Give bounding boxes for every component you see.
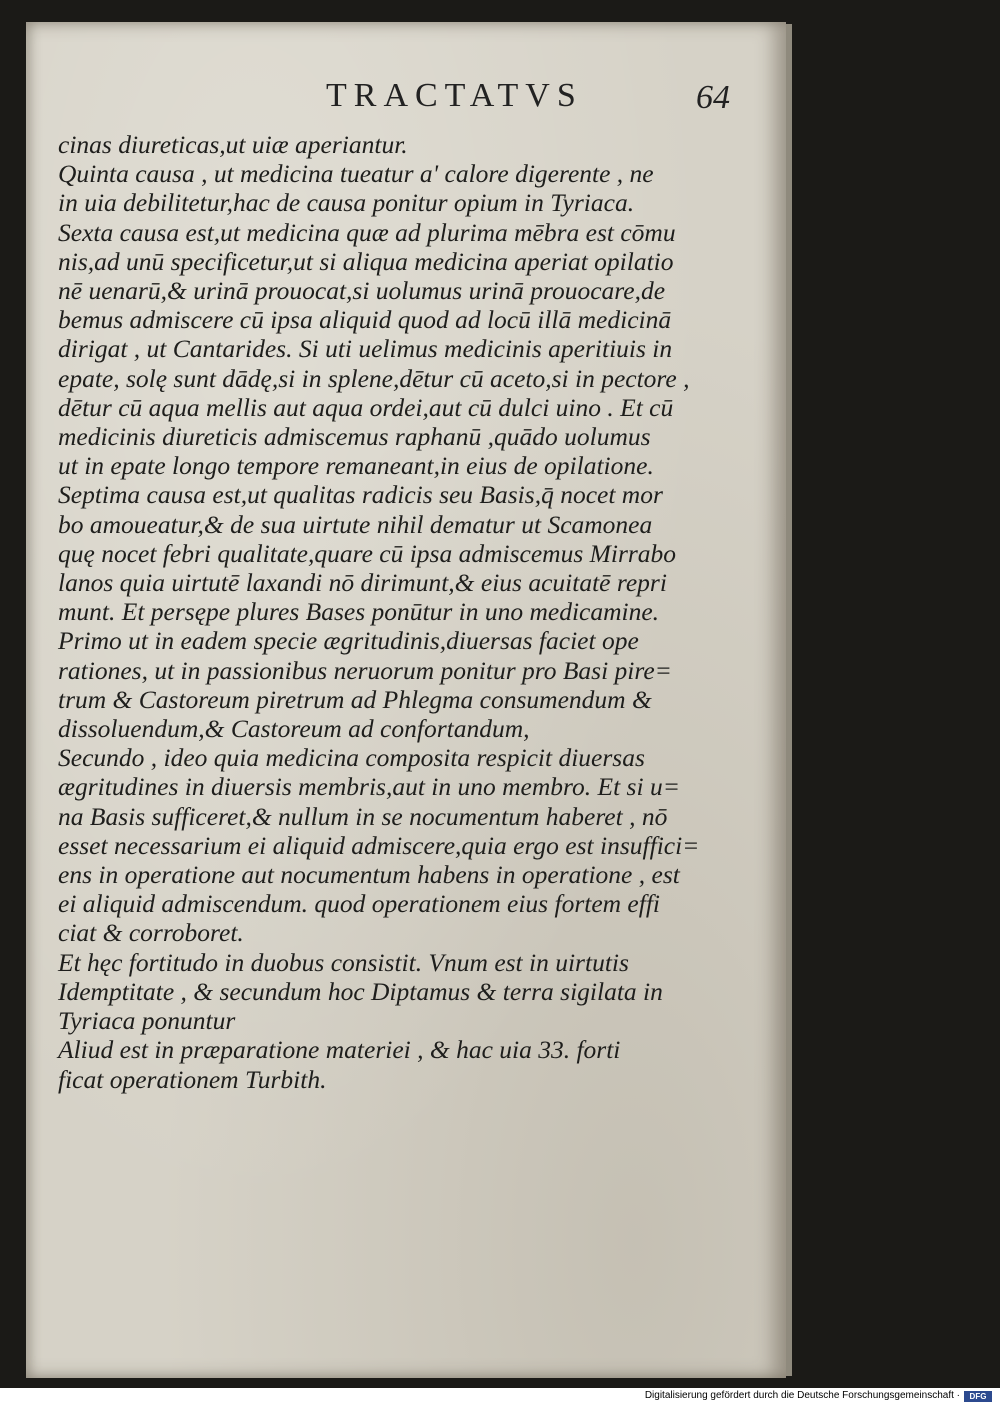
text-line: Secundo , ideo quia medicina composita respicit diuersas	[58, 743, 645, 773]
text-line: ut in epate longo tempore remaneant,in eius de opilatione.	[58, 451, 654, 481]
dfg-logo: DFG	[964, 1391, 992, 1402]
running-title: TRACTATVS	[326, 77, 583, 114]
page-edge	[786, 24, 792, 1376]
footer-bar	[0, 1389, 1000, 1405]
text-line: medicinis diureticis admiscemus raphanū ,quādo uolumus	[58, 422, 651, 452]
text-line: Primo ut in eadem specie ægritudinis,diuersas faciet ope	[58, 626, 639, 656]
page-header	[26, 77, 786, 127]
page-number: 64	[696, 79, 730, 116]
text-line: ens in operatione aut nocumentum habens in operatione , est	[58, 860, 680, 890]
text-line: ficat operationem Turbith.	[58, 1064, 327, 1094]
text-line: Quinta causa , ut medicina tueatur a' calore digerente , ne	[58, 159, 654, 189]
text-line: quę nocet febri qualitate,quare cū ipsa admiscemus Mirrabo	[58, 538, 677, 568]
text-line: Septima causa est,ut qualitas radicis seu Basis,q̄ nocet mor	[58, 480, 663, 510]
text-line: nē uenarū,& urinā prouocat,si uolumus urinā prouocare,de	[58, 276, 666, 306]
text-line: dissoluendum,& Castoreum ad confortandum,	[58, 714, 530, 744]
text-line: nis,ad unū specificetur,ut si aliqua medicina aperiat opilatio	[58, 246, 674, 276]
text-line: Sexta causa est,ut medicina quæ ad plurima mēbra est cōmu	[58, 217, 676, 247]
text-line: dirigat , ut Cantarides. Si uti uelimus medicinis aperitiuis in	[58, 334, 673, 364]
text-line: na Basis sufficeret,& nullum in se nocumentum haberet , nō	[58, 801, 668, 831]
text-line: rationes, ut in passionibus neruorum ponitur pro Basi pire=	[58, 655, 672, 685]
funding-credit: Digitalisierung gefördert durch die Deutsche Forschungsgemeinschaft ·	[644, 1390, 960, 1401]
text-line: Et hęc fortitudo in duobus consistit. Vnum est in uirtutis	[58, 947, 629, 977]
text-line: trum & Castoreum piretrum ad Phlegma consumendum &	[58, 684, 652, 714]
text-line: dētur cū aqua mellis aut aqua ordei,aut cū dulci uino . Et cū	[58, 392, 674, 422]
text-line: ciat & corroboret.	[58, 918, 244, 948]
book-page	[26, 22, 786, 1378]
text-line: in uia debilitetur,hac de causa ponitur opium in Tyriaca.	[58, 188, 635, 218]
text-line: bo amoueatur,& de sua uirtute nihil dematur ut Scamonea	[58, 509, 653, 539]
text-line: lanos quia uirtutē laxandi nō dirimunt,& eius acuitatē repri	[58, 568, 667, 598]
text-line: Idemptitate , & secundum hoc Diptamus & terra sigilata in	[58, 976, 663, 1006]
text-line: ægritudines in diuersis membris,aut in uno membro. Et si u=	[58, 772, 680, 802]
text-line: esset necessarium ei aliquid admiscere,quia ergo est insuffici=	[58, 830, 700, 860]
text-line: Tyriaca ponuntur	[58, 1006, 236, 1036]
text-line: bemus admiscere cū ipsa aliquid quod ad locū illā medicinā	[58, 305, 672, 335]
text-line: epate, solę sunt dādę,si in splene,dētur cū aceto,si in pectore ,	[58, 363, 690, 393]
page-body-text	[58, 130, 768, 1094]
text-line: cinas diureticas,ut uiæ aperiantur.	[58, 130, 408, 159]
text-line: ei aliquid admiscendum. quod operationem eius fortem effi	[58, 889, 661, 919]
text-line: munt. Et persępe plures Bases ponūtur in uno medicamine.	[58, 597, 660, 627]
text-line: Aliud est in præparatione materiei , & hac uia 33. forti	[58, 1035, 621, 1065]
